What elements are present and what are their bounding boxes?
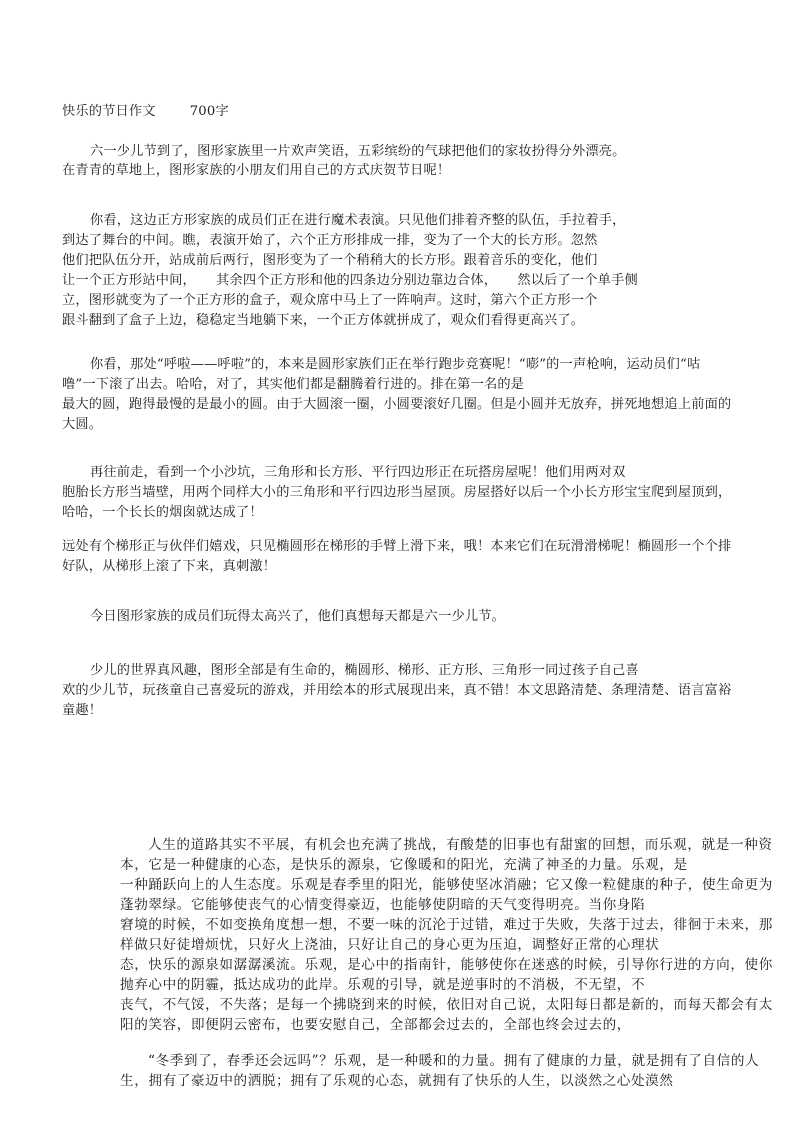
paragraph-line: 窘境的时候，不如变换角度想一想，不要一味的沉沦于过错，难过于失败，失落于过去，徘徊于未来，那	[120, 917, 773, 933]
paragraph-line: “冬季到了，春季还会远吗”？乐观，是一种暖和的力量。拥有了健康的力量，就是拥有了自信的人	[148, 1053, 760, 1069]
paragraph-line: 你看，这边正方形家族的成员们正在进行魔术表演。只见他们排着齐整的队伍，手拉着手，	[90, 213, 626, 228]
paragraph-line: 他们把队伍分开，站成前后两行，图形变为了一个稍稍大的长方形。跟着音乐的变化，他们	[62, 253, 598, 268]
paragraph-line: 六一少儿节到了，图形家族里一片欢声笑语，五彩缤纷的气球把他们的家妆扮得分外漂亮。	[90, 144, 626, 159]
essay-title: 快乐的节日作文	[62, 104, 156, 119]
paragraph-line: 到达了舞台的中间。瞧，表演开始了，六个正方形排成一排，变为了一个大的长方形。忽然	[62, 233, 598, 248]
paragraph-line: 胞胎长方形当墙壁，用两个同样大小的三角形和平行四边形当屋顶。房屋搭好以后一个小长方形宝宝爬到屋顶到，	[62, 485, 732, 500]
paragraph-line: 人生的道路其实不平展，有机会也充满了挑战，有酸楚的旧事也有甜蜜的回想，而乐观，就是一种资	[148, 837, 773, 853]
paragraph-line: 在青青的草地上，图形家族的小朋友们用自己的方式庆贺节日呢！	[62, 163, 451, 178]
paragraph-line: 最大的圆，跑得最慢的是最小的圆。由于大圆滚一圈，小圆要滚好几圈。但是小圆并无放弃，拼死地想追上前面的	[62, 397, 732, 412]
word-count: 700字	[189, 104, 229, 119]
paragraph-line: 远处有个梯形正与伙伴们嬉戏，只见椭圆形在梯形的手臂上滑下来，哦！本来它们在玩滑滑梯呢！椭圆形一个个排	[62, 539, 732, 554]
paragraph-line: 让一个正方形站中间， 其余四个正方形和他的四条边分别边靠边合体， 然以后了一个单手侧	[62, 273, 638, 288]
paragraph-line: 童趣！	[62, 703, 103, 718]
paragraph-line: 样做只好徒增烦忧，只好火上浇油，只好让自己的身心更为压迫，调整好正常的心理状	[120, 937, 660, 953]
paragraph-line: 好队，从梯形上滚了下来，真刺激！	[62, 559, 277, 574]
paragraph-line: 你看，那处“呼啦——呼啦”的，本来是圆形家族们正在举行跑步竞赛呢！“嘭”的一声枪响，运动员们“咕	[90, 357, 701, 372]
paragraph-line: 一种踊跃向上的人生态度。乐观是春季里的阳光，能够使坚冰消融；它又像一粒健康的种子，使生命更为	[120, 877, 773, 893]
paragraph-line: 噜”一下滚了出去。哈哈，对了，其实他们都是翻腾着行进的。排在第一名的是	[62, 377, 525, 392]
paragraph-line: 大圆。	[62, 417, 103, 432]
paragraph-line: 少儿的世界真风趣，图形全部是有生命的，椭圆形、梯形、正方形、三角形一同过孩子自己喜	[90, 663, 639, 678]
paragraph-line: 生，拥有了豪迈中的洒脱；拥有了乐观的心态，就拥有了快乐的人生，以淡然之心处漠然	[120, 1073, 674, 1089]
paragraph-line: 欢的少儿节，玩孩童自己喜爱玩的游戏，并用绘本的形式展现出来，真不错！本文思路清楚、条理清楚、语言富裕	[62, 683, 732, 698]
paragraph-line: 蓬勃翠绿。它能够使丧气的心情变得豪迈，也能够使阴暗的天气变得明亮。当你身陷	[120, 897, 646, 913]
paragraph-line: 哈哈，一个长长的烟囱就达成了！	[62, 505, 263, 520]
paragraph-line: 阳的笑容，即便阴云密布，也要安慰自己，全部都会过去的，全部也终会过去的，	[120, 1017, 631, 1033]
paragraph-line: 态，快乐的源泉如潺潺溪流。乐观，是心中的指南针，能够使你在迷惑的时候，引导你行进的方向，使你	[120, 957, 773, 973]
paragraph-line: 跟斗翻到了盒子上边，稳稳定当地躺下来，一个正方体就拼成了，观众们看得更高兴了。	[62, 313, 585, 328]
paragraph-line: 再往前走，看到一个小沙坑，三角形和长方形、平行四边形正在玩搭房屋呢！他们用两对双	[90, 465, 626, 480]
paragraph-line: 丧气，不气馁，不失落；是每一个拂晓到来的时候，依旧对自己说，太阳每日都是新的，而每天都会有太	[120, 997, 773, 1013]
essay-title-line	[62, 103, 229, 121]
paragraph-line: 立，图形就变为了一个正方形的盒子，观众席中马上了一阵响声。这时，第六个正方形一个	[62, 293, 598, 308]
paragraph-line: 今日图形家族的成员们玩得太高兴了，他们真想每天都是六一少儿节。	[90, 609, 506, 624]
paragraph-line: 抛弃心中的阴霾，抵达成功的此岸。乐观的引导，就是逆事时的不消极，不无望，不	[120, 977, 646, 993]
paragraph-line: 本，它是一种健康的心态，是快乐的源泉，它像暖和的阳光，充满了神圣的力量。乐观，是	[120, 857, 688, 873]
